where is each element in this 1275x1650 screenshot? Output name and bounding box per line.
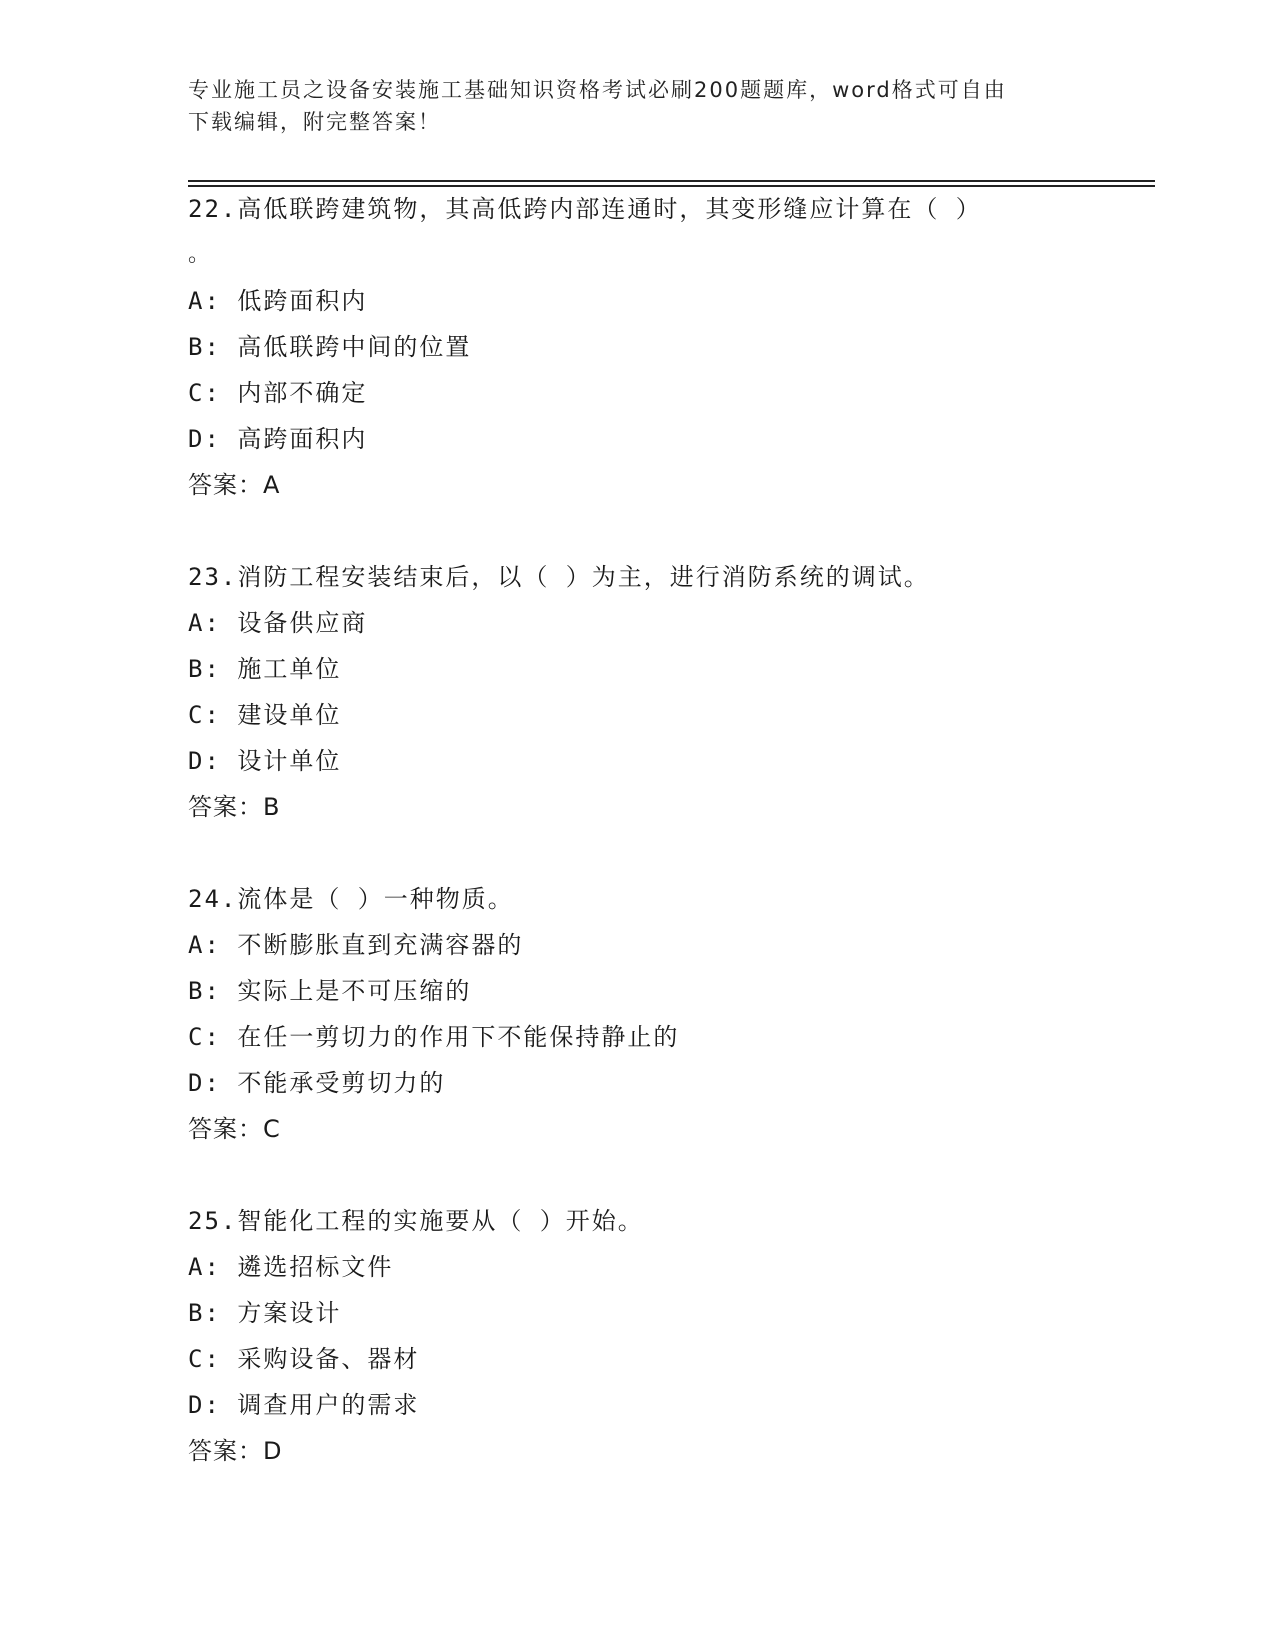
document-header — [188, 74, 1088, 138]
answer-line — [188, 1106, 1088, 1152]
answer-value: B — [263, 793, 280, 821]
option-c: C: 在任一剪切力的作用下不能保持静止的 — [188, 1023, 680, 1051]
question-24 — [188, 876, 1088, 1152]
option-b: B: 高低联跨中间的位置 — [188, 333, 472, 361]
question-text: 23.消防工程安装结束后，以（ ）为主，进行消防系统的调试。 — [188, 563, 930, 591]
option-c: C: 采购设备、器材 — [188, 1345, 420, 1373]
question-text: 24.流体是（ ）一种物质。 — [188, 885, 514, 913]
question-text-continuation: 。 — [188, 242, 211, 267]
option-c: C: 内部不确定 — [188, 379, 368, 407]
option-b: B: 方案设计 — [188, 1299, 342, 1327]
option-d: D: 调查用户的需求 — [188, 1391, 420, 1419]
answer-label: 答案： — [188, 793, 263, 821]
answer-line — [188, 1428, 1088, 1474]
option-b: B: 施工单位 — [188, 655, 342, 683]
header-line-1: 专业施工员之设备安装施工基础知识资格考试必刷200题题库，word格式可自由 — [188, 78, 1007, 102]
option-a: A: 遴选招标文件 — [188, 1253, 394, 1281]
option-b: B: 实际上是不可压缩的 — [188, 977, 472, 1005]
answer-line — [188, 784, 1088, 830]
answer-value: D — [263, 1437, 282, 1465]
option-d: D: 不能承受剪切力的 — [188, 1069, 446, 1097]
question-list — [188, 186, 1088, 1520]
option-a: A: 低跨面积内 — [188, 287, 368, 315]
answer-value: A — [263, 471, 280, 499]
answer-label: 答案： — [188, 1437, 263, 1465]
question-23 — [188, 554, 1088, 830]
question-25 — [188, 1198, 1088, 1474]
option-c: C: 建设单位 — [188, 701, 342, 729]
option-a: A: 设备供应商 — [188, 609, 368, 637]
option-d: D: 高跨面积内 — [188, 425, 368, 453]
answer-value: C — [263, 1115, 280, 1143]
answer-label: 答案： — [188, 1115, 263, 1143]
question-text: 22.高低联跨建筑物，其高低跨内部连通时，其变形缝应计算在（ ） — [188, 195, 982, 223]
header-line-2: 下载编辑，附完整答案！ — [188, 110, 441, 134]
question-22 — [188, 186, 1088, 508]
header-divider-top — [188, 180, 1155, 182]
option-a: A: 不断膨胀直到充满容器的 — [188, 931, 524, 959]
question-text: 25.智能化工程的实施要从（ ）开始。 — [188, 1207, 644, 1235]
option-d: D: 设计单位 — [188, 747, 342, 775]
answer-label: 答案： — [188, 471, 263, 499]
answer-line — [188, 462, 1088, 508]
